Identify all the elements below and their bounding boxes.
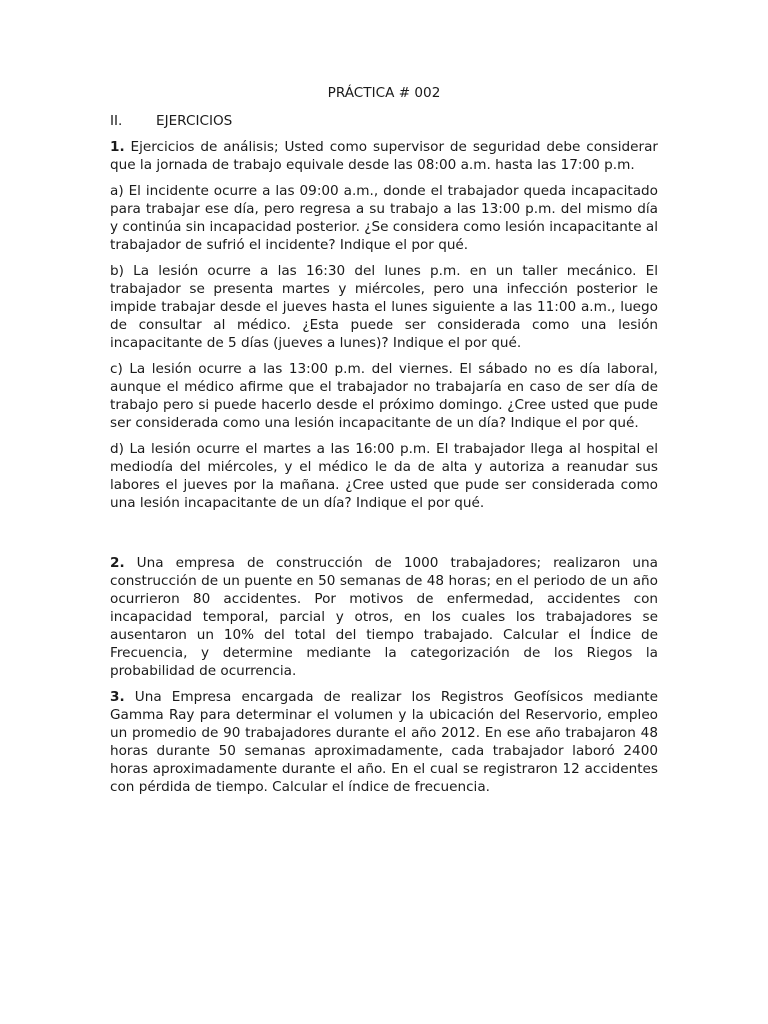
document-page [110, 84, 658, 804]
exercise-1-a: a) El incidente ocurre a las 09:00 a.m., donde el trabajador queda incapacitado para trabajar ese día, pero regresa a su trabajo a las 13:00 p.m. del mismo día y continúa sin incapacidad posterior. ¿Se considera como lesión incapacitante al trabajador de sufrió el incidente? Indique el por qué. [110, 183, 659, 253]
section-number: II. [110, 113, 123, 129]
exercise-1-intro [110, 138, 658, 174]
section-label: EJERCICIOS [156, 113, 233, 129]
exercise-2 [110, 554, 658, 680]
section-heading [110, 112, 658, 130]
spacer [110, 520, 658, 554]
exercise-1-intro-text: Ejercicios de análisis; Usted como supervisor de seguridad debe considerar que la jornada de trabajo equivale desde las 08:00 a.m. hasta las 17:00 p.m. [110, 139, 658, 173]
exercise-1-d: d) La lesión ocurre el martes a las 16:00 p.m. El trabajador llega al hospital el mediodía del miércoles, y el médico le da de alta y autoriza a reanudar sus labores el jueves por la mañana. ¿Cree usted que pude ser considerada como una lesión incapacitante de un día? Indique el por qué. [110, 441, 658, 511]
exercise-2-text: Una empresa de construcción de 1000 trabajadores; realizaron una construcción de un puente en 50 semanas de 48 horas; en el periodo de un año ocurrieron 80 accidentes. Por motivos de enfermedad, accidentes con incapacidad temporal, parcial y otros, en los cuales los trabajadores se ausentaron un 10% del total del tiempo trabajado. Calcular el Índice de Frecuencia, y determine mediante la categorización de los Riegos la probabilidad de ocurrencia. [110, 555, 658, 679]
exercise-1-number: 1. [110, 139, 125, 155]
page-title: PRÁCTICA # 002 [327, 85, 441, 101]
exercise-3-number: 3. [110, 689, 125, 705]
exercise-2-number: 2. [110, 555, 125, 571]
exercise-1-c: c) La lesión ocurre a las 13:00 p.m. del viernes. El sábado no es día laboral, aunque el médico afirme que el trabajador no trabajaría en caso de ser día de trabajo pero si puede hacerlo desde el próximo domingo. ¿Cree usted que pude ser considerada como una lesión incapacitante de un día? Indique el por qué. [110, 361, 658, 431]
exercise-3 [110, 688, 658, 796]
exercise-3-text: Una Empresa encargada de realizar los Registros Geofísicos mediante Gamma Ray para determinar el volumen y la ubicación del Reservorio, empleo un promedio de 90 trabajadores durante el año 2012. En ese año trabajaron 48 horas durante 50 semanas aproximadamente, cada trabajador laboró 2400 horas aproximadamente durante el año. En el cual se registraron 12 accidentes con pérdida de tiempo. Calcular el índice de frecuencia. [110, 689, 658, 795]
exercise-1-b: b) La lesión ocurre a las 16:30 del lunes p.m. en un taller mecánico. El trabajador se presenta martes y miércoles, pero una infección posterior le impide trabajar desde el jueves hasta el lunes siguiente a las 11:00 a.m., luego de consultar al médico. ¿Esta puede ser considerada como una lesión incapacitante de 5 días (jueves a lunes)? Indique el por qué. [110, 263, 658, 351]
